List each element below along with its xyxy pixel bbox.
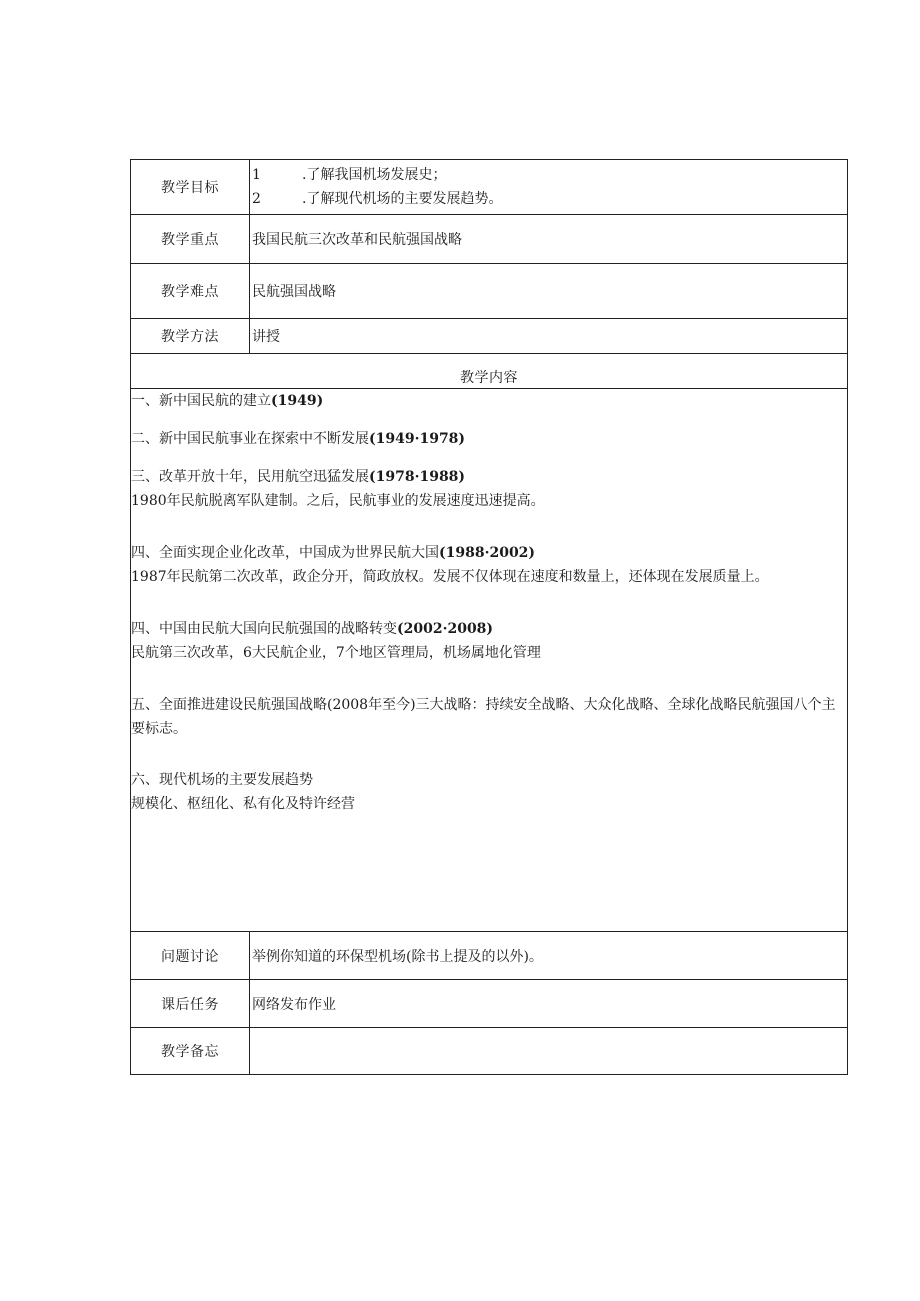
section-title: 一、新中国民航的建立 bbox=[131, 393, 271, 409]
difficulty-label: 教学难点 bbox=[131, 264, 250, 318]
goal-text: .了解现代机场的主要发展趋势。 bbox=[302, 191, 503, 207]
section-1 bbox=[131, 389, 847, 413]
discussion-label: 问题讨论 bbox=[131, 932, 250, 979]
goal-item-2 bbox=[252, 187, 847, 211]
goal-text: .了解我国机场发展史； bbox=[302, 167, 447, 183]
section-body: 民航第三次改革，6大民航企业，7个地区管理局，机场属地化管理 bbox=[131, 645, 541, 661]
section-7 bbox=[131, 768, 847, 816]
difficulty-value: 民航强国战略 bbox=[252, 284, 336, 300]
section-year: (1949·1978) bbox=[369, 431, 466, 447]
goal-number: 1 bbox=[252, 167, 261, 183]
section-3 bbox=[131, 465, 847, 513]
section-title: 二、新中国民航事业在探索中不断发展 bbox=[131, 431, 369, 447]
goals-label: 教学目标 bbox=[131, 160, 250, 214]
goals-row bbox=[131, 160, 847, 215]
section-year: (2002·2008) bbox=[397, 621, 494, 637]
memo-label: 教学备忘 bbox=[131, 1028, 250, 1074]
section-5 bbox=[131, 617, 847, 665]
section-year: (1988·2002) bbox=[439, 545, 536, 561]
memo-value bbox=[250, 1028, 847, 1074]
memo-row bbox=[131, 1028, 847, 1074]
focus-value: 我国民航三次改革和民航强国战略 bbox=[252, 232, 462, 248]
section-year: (1978·1988) bbox=[369, 469, 466, 485]
homework-value: 网络发布作业 bbox=[252, 996, 336, 1013]
method-label: 教学方法 bbox=[131, 319, 250, 353]
difficulty-row bbox=[131, 264, 847, 319]
section-title: 四、中国由民航大国向民航强国的战略转变 bbox=[131, 621, 397, 637]
focus-label: 教学重点 bbox=[131, 215, 250, 263]
section-title: 四、全面实现企业化改革，中国成为世界民航大国 bbox=[131, 545, 439, 561]
goals-value bbox=[250, 160, 847, 214]
method-value: 讲授 bbox=[252, 329, 280, 345]
content-header: 教学内容 bbox=[460, 370, 518, 386]
section-4 bbox=[131, 541, 847, 589]
homework-label: 课后任务 bbox=[131, 980, 250, 1027]
section-2 bbox=[131, 427, 847, 451]
homework-row bbox=[131, 980, 847, 1028]
focus-row bbox=[131, 215, 847, 264]
goal-number: 2 bbox=[252, 191, 261, 207]
discussion-value: 举例你知道的环保型机场(除书上提及的以外)。 bbox=[252, 948, 543, 965]
section-title: 三、改革开放十年，民用航空迅猛发展 bbox=[131, 469, 369, 485]
content-header-row bbox=[131, 354, 847, 389]
section-body: 规模化、枢纽化、私有化及特许经营 bbox=[131, 796, 355, 812]
goal-item-1 bbox=[252, 163, 847, 187]
content-body bbox=[131, 389, 847, 932]
section-body: 1987年民航第二次改革，政企分开，简政放权。发展不仅体现在速度和数量上，还体现在发展质量上。 bbox=[131, 569, 769, 585]
section-year: (1949) bbox=[271, 393, 324, 409]
section-6: 五、全面推进建设民航强国战略(2008年至今)三大战略：持续安全战略、大众化战略、全球化战略民航强国八个主要标志。 bbox=[131, 697, 836, 737]
discussion-row bbox=[131, 932, 847, 980]
lesson-plan-table bbox=[130, 159, 848, 1075]
section-title: 六、现代机场的主要发展趋势 bbox=[131, 772, 313, 788]
method-row bbox=[131, 319, 847, 354]
section-body: 1980年民航脱离军队建制。之后，民航事业的发展速度迅速提高。 bbox=[131, 493, 545, 509]
